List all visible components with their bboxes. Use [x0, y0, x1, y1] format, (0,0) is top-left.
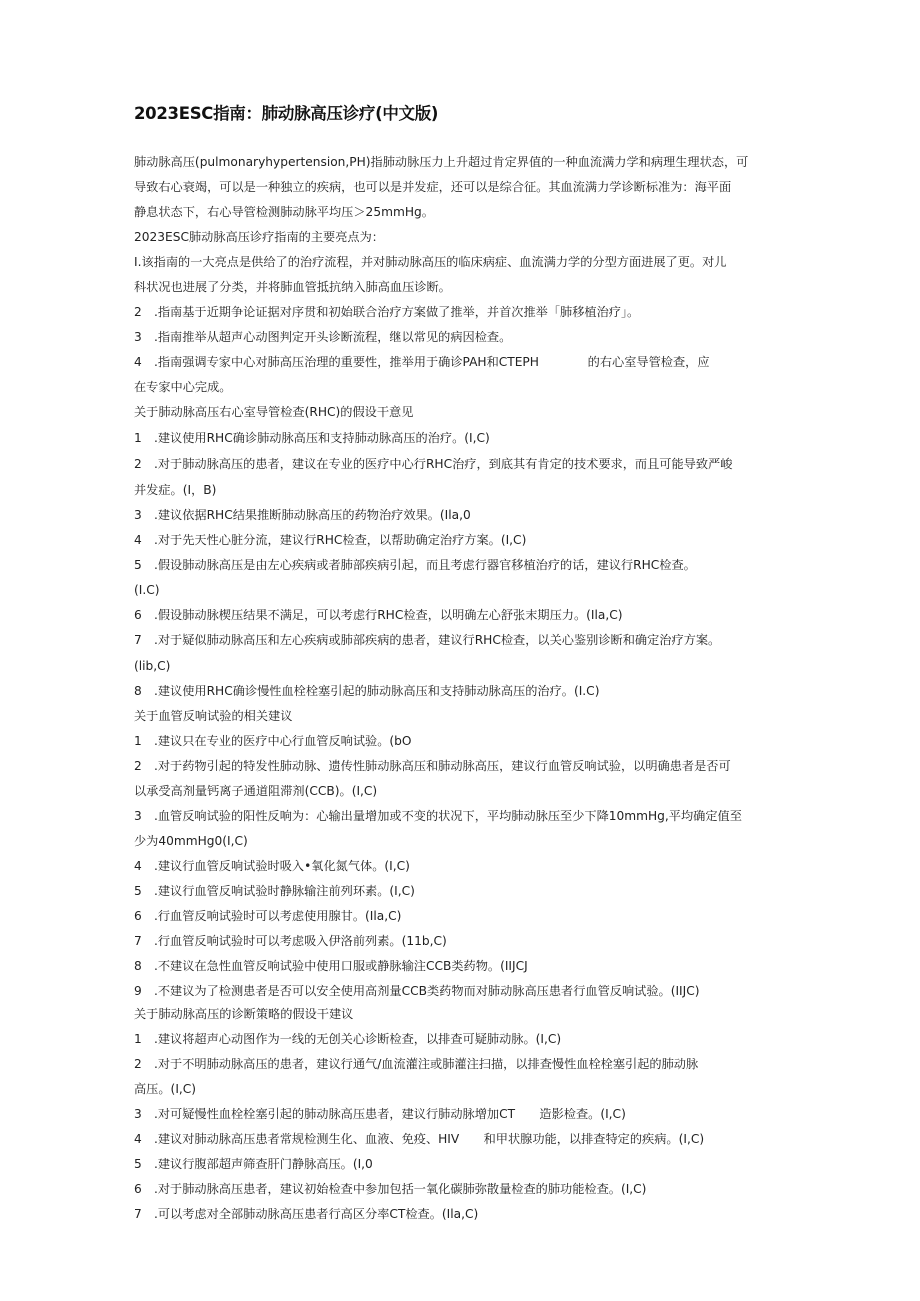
- text-line: 3 .血管反响试验的阳性反响为：心输出量增加或不变的状况下，平均肺动脉压至少下降10mmHg,平均确定值至: [134, 809, 742, 823]
- document-title: 2023ESC指南：肺动脉高压诊疗(中文版): [134, 104, 439, 123]
- text-line: 4 .对于先天性心脏分流，建议行RHC检查，以帮助确定治疗方案。(I,C): [134, 533, 527, 547]
- text-line: 4 .建议对肺动脉高压患者常规检测生化、血液、免疫、HIV 和甲状腺功能，以排查特定的疾病。(I,C): [134, 1132, 705, 1146]
- text-line: 3 .对可疑慢性血栓栓塞引起的肺动脉高压患者，建议行肺动脉增加CT 造影检查。(I,C): [134, 1107, 626, 1121]
- text-line: (lib,C): [134, 659, 171, 673]
- text-line: 3 .指南推举从超声心动图判定开头诊断流程，继以常见的病因检查。: [134, 330, 512, 344]
- text-line: 1 .建议使用RHC确诊肺动脉高压和支持肺动脉高压的治疗。(I,C): [134, 431, 490, 445]
- text-line: 6 .行血管反响试验时可以考虑使用腺甘。(Ila,C): [134, 909, 402, 923]
- text-line: 高压。(I,C): [134, 1082, 197, 1096]
- text-line: 并发症。(I，B): [134, 483, 217, 497]
- text-line: 2 .指南基于近期争论证据对序贯和初始联合治疗方案做了推举，并首次推举「肺移植治疗」。: [134, 305, 640, 319]
- text-line: 6 .对于肺动脉高压患者，建议初始检查中参加包括一氧化碳肺弥散量检查的肺功能检查。(I,C): [134, 1182, 647, 1196]
- text-line: (I.C): [134, 583, 160, 597]
- text-line: 导致右心衰竭，可以是一种独立的疾病，也可以是并发症，还可以是综合征。其血流满力学诊断标准为：海平面: [134, 180, 732, 194]
- text-line: 以承受高剂量钙离子通道阻滞剂(CCB)。(I,C): [134, 784, 378, 798]
- text-line: 2 .对于肺动脉高压的患者，建议在专业的医疗中心行RHC治疗，到底其有肯定的技术要求，而且可能导致严峻: [134, 457, 733, 471]
- text-line: 2 .对于药物引起的特发性肺动脉、遗传性肺动脉高压和肺动脉高压，建议行血管反响试验，以明确患者是否可: [134, 759, 731, 773]
- text-line: 静息状态下，右心导管检测肺动脉平均压＞25mmHg。: [134, 205, 434, 219]
- text-line: I.该指南的一大亮点是供给了的治疗流程，并对肺动脉高压的临床病症、血流满力学的分型方面进展了更。对儿: [134, 255, 727, 269]
- text-line: 2023ESC肺动脉高压诊疗指南的主要亮点为：: [134, 230, 384, 244]
- text-line: 9 .不建议为了检测患者是否可以安全使用高剂量CCB类药物而对肺动脉高压患者行血管反响试验。(IIJC): [134, 984, 700, 998]
- text-line: 8 .不建议在急性血管反响试验中使用口服或静脉输注CCB类药物。(IIJCJ: [134, 959, 528, 973]
- text-line: 7 .对于疑似肺动脉高压和左心疾病或肺部疾病的患者，建议行RHC检查，以关心鉴别诊断和确定治疗方案。: [134, 633, 721, 647]
- text-line: 5 .假设肺动脉高压是由左心疾病或者肺部疾病引起，而且考虑行器官移植治疗的话，建议行RHC检查。: [134, 558, 696, 572]
- text-line: 科状况也进展了分类，并将肺血管抵抗纳入肺高血压诊断。: [134, 280, 451, 294]
- text-line: 4 .建议行血管反响试验时吸入•氧化氮气体。(I,C): [134, 859, 410, 873]
- text-line: 2 .对于不明肺动脉高压的患者，建议行通气/血流灌注或肺灌注扫描，以排查慢性血栓栓塞引起的肺动脉: [134, 1057, 699, 1071]
- text-line: 肺动脉高压(pulmonaryhypertension,PH)指肺动脉压力上升超过肯定界值的一种血流满力学和病理生理状态，可: [134, 155, 749, 169]
- section-heading: 关于血管反响试验的相关建议: [134, 709, 293, 723]
- text-line: 7 .行血管反响试验时可以考虑吸入伊洛前列素。(11b,C): [134, 934, 447, 948]
- text-line: 3 .建议依据RHC结果推断肺动脉高压的药物治疗效果。(Ila,0: [134, 508, 471, 522]
- text-line: 5 .建议行腹部超声筛查肝门静脉高压。(I,0: [134, 1157, 373, 1171]
- text-line: 8 .建议使用RHC确诊慢性血栓栓塞引起的肺动脉高压和支持肺动脉高压的治疗。(I.C): [134, 684, 600, 698]
- text-line: 4 .指南强调专家中心对肺高压治理的重要性，推举用于确诊PAH和CTEPH 的右心室导管检查，应: [134, 355, 710, 369]
- text-line: 7 .可以考虑对全部肺动脉高压患者行高区分率CT检查。(Ila,C): [134, 1207, 479, 1221]
- section-heading: 关于肺动脉高压右心室导管检查(RHC)的假设干意见: [134, 405, 414, 419]
- text-line: 在专家中心完成。: [134, 380, 232, 394]
- text-line: 1 .建议只在专业的医疗中心行血管反响试验。(bO: [134, 734, 412, 748]
- text-line: 1 .建议将超声心动图作为一线的无创关心诊断检查，以排查可疑肺动脉。(I,C): [134, 1032, 562, 1046]
- text-line: 6 .假设肺动脉楔压结果不满足，可以考虑行RHC检查，以明确左心舒张末期压力。(Ila,C): [134, 608, 623, 622]
- text-line: 5 .建议行血管反响试验时静脉输注前列环素。(I,C): [134, 884, 415, 898]
- section-heading: 关于肺动脉高压的诊断策略的假设干建议: [134, 1007, 354, 1021]
- text-line: 少为40mmHg0(I,C): [134, 834, 248, 848]
